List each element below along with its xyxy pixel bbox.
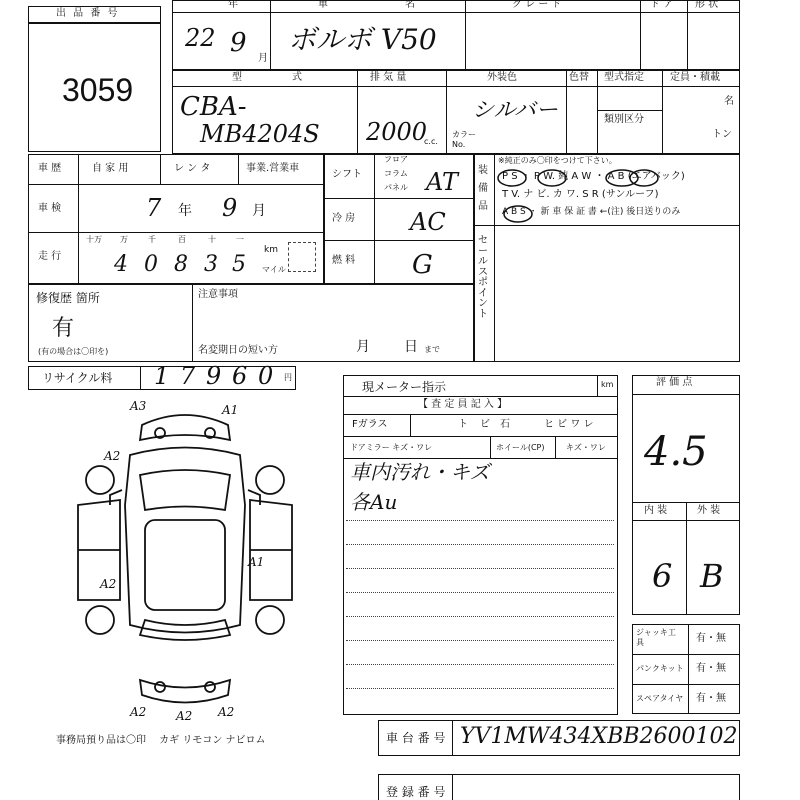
- damage-mark-4: A1: [248, 555, 265, 569]
- year-hw: 22: [185, 24, 216, 52]
- shift-opt-panel[interactable]: パネル: [384, 183, 408, 192]
- recycle-digit-4: 6: [232, 362, 248, 390]
- mileage-place-10: 十: [208, 235, 216, 244]
- repair-until-label: まで: [424, 345, 440, 354]
- displacement-label: 排 気 量: [370, 72, 407, 83]
- mileage-place-1: 一: [236, 235, 244, 244]
- accessory-value-3[interactable]: 有・無: [696, 693, 726, 704]
- caution-label: 注意事項: [198, 289, 238, 300]
- mileage-place-100k: 十万: [86, 235, 102, 244]
- sales-point-label: セールスポイント: [478, 235, 488, 320]
- glass-opt-2: ビ: [480, 419, 490, 430]
- ac-hw: AC: [410, 208, 446, 236]
- recycle-digit-1: 1: [154, 362, 170, 390]
- mileage-digit-10k: 4: [114, 252, 128, 277]
- recycle-unit: 円: [284, 373, 292, 382]
- fuel-hw: G: [412, 250, 433, 280]
- mileage-digit-100: 8: [174, 252, 188, 277]
- mile-checkbox[interactable]: [288, 242, 316, 272]
- repair-note: (有の場合は〇印を): [38, 347, 109, 356]
- interior-hw: 6: [652, 557, 673, 595]
- equipment-line2: T V. ナ ビ. カ ワ. S R (サンルーフ): [502, 189, 659, 200]
- doors-col-label: ド ア: [650, 0, 674, 10]
- color-label: 外装色: [487, 72, 517, 83]
- model-hw-1: CBA-: [180, 92, 247, 122]
- shift-hw: AT: [426, 168, 459, 196]
- interior-label: 内 装: [644, 505, 668, 516]
- rating-label: 評 価 点: [656, 377, 693, 388]
- shift-opt-column[interactable]: コラム: [384, 169, 408, 178]
- category-label: 類別区分: [604, 114, 644, 125]
- exterior-hw: B: [700, 557, 724, 595]
- equipment-note: ※純正のみ〇印をつけて下さい。: [498, 156, 617, 165]
- shift-opt-floor[interactable]: フロア: [384, 155, 408, 164]
- damage-mark-1: A3: [130, 399, 147, 413]
- accessory-value-1[interactable]: 有・無: [696, 633, 726, 644]
- chassis-hw: YV1MW434XBB2600102: [460, 724, 738, 749]
- recycle-label: リサイクル料: [42, 371, 113, 385]
- history-label: 車 歴: [38, 163, 62, 174]
- accessory-label-1: ジャッキ工 具: [636, 628, 676, 648]
- accessory-value-2[interactable]: 有・無: [696, 663, 726, 674]
- repair-value: 有: [52, 316, 75, 341]
- shaken-year-unit: 年: [178, 203, 192, 219]
- shaken-month-unit: 月: [252, 203, 266, 219]
- mileage-place-100: 百: [178, 235, 186, 244]
- equipment-label: 装 備 品: [478, 165, 488, 212]
- equipment-line3: A B S ・ 新 車 保 証 書 ←(注) 後日送りのみ: [502, 207, 681, 217]
- repair-month-label: 月: [356, 339, 370, 355]
- accessory-label-3: スペアタイヤ: [636, 694, 684, 703]
- model-label-a: 型: [232, 72, 242, 83]
- recycle-digit-5: 0: [258, 362, 274, 390]
- cc-unit: c.c.: [424, 137, 438, 146]
- history-opt-rental[interactable]: レ ン タ: [174, 163, 211, 174]
- lot-label: 出 品 番 号: [56, 8, 120, 19]
- glass-opt-3: 石: [500, 419, 510, 430]
- short-period-label: 名変期日の短い方: [198, 345, 278, 356]
- equipment-circles: [494, 154, 740, 226]
- displacement-hw: 2000: [366, 118, 428, 146]
- damage-mark-2: A1: [222, 403, 239, 417]
- ac-label: 冷 房: [332, 213, 356, 224]
- color-no-label: カラー No.: [452, 130, 476, 149]
- color-change-label: 色替: [569, 72, 589, 83]
- glass-opt-4: ヒ ビ ワ レ: [544, 419, 594, 430]
- car-name-hw: ボルボ V50: [288, 23, 437, 56]
- year-col-label: 年: [228, 0, 238, 10]
- shape-col-label: 形 状: [695, 0, 719, 10]
- mirror-label: ドアミラー キズ・ワレ: [350, 443, 433, 452]
- shaken-label: 車 検: [38, 203, 62, 214]
- damage-mark-6: A2: [130, 705, 147, 719]
- repair-label: 修復歴 箇所: [36, 291, 100, 305]
- glass-opt-1: ト: [458, 419, 468, 430]
- carname-col-a: 車: [318, 0, 328, 10]
- capacity-unit-a: 名: [724, 96, 734, 107]
- shift-label: シフト: [332, 169, 362, 180]
- meter-unit: km: [601, 380, 614, 389]
- color-hw: シルバー: [472, 98, 558, 123]
- damage-mark-5: A2: [100, 577, 117, 591]
- equipment-line1: P S ・ P W. 純 A W ・ A B (エアバック): [502, 171, 685, 182]
- mileage-digit-1: 5: [232, 252, 246, 277]
- exterior-label: 外 装: [697, 505, 721, 516]
- note-hw-1: 車内汚れ・キズ: [350, 460, 490, 484]
- accessory-label-2: パンクキット: [636, 664, 684, 673]
- diagram-footer: 事務局預り品は〇印 カギ リモコン ナビロム: [56, 735, 266, 746]
- damage-mark-7: A2: [176, 709, 193, 723]
- fuel-label: 燃 料: [332, 255, 356, 266]
- glass-label: Fガラス: [352, 419, 388, 430]
- mileage-place-1k: 千: [148, 235, 156, 244]
- history-opt-private[interactable]: 自 家 用: [92, 163, 129, 174]
- recycle-digit-3: 9: [206, 362, 222, 390]
- grade-col-label: グ レ ー ド: [512, 0, 562, 10]
- mileage-digit-10: 3: [204, 252, 218, 277]
- meter-label: 現メーター指示: [362, 380, 447, 394]
- shaken-month-hw: 9: [222, 194, 238, 222]
- carname-col-b: 名: [405, 0, 415, 10]
- capacity-unit-b: トン: [712, 129, 732, 140]
- month-hw: 9: [230, 28, 247, 58]
- repair-day-label: 日: [404, 339, 418, 355]
- km-label: km: [264, 245, 278, 255]
- model-label-b: 式: [292, 72, 302, 83]
- capacity-label: 定員・積載: [670, 72, 720, 83]
- damage-mark-8: A2: [218, 705, 235, 719]
- car-diagram: [60, 395, 310, 725]
- mile-label: マイル: [262, 265, 286, 274]
- mileage-digit-1k: 0: [144, 252, 158, 277]
- history-opt-commercial[interactable]: 事業.営業車: [246, 163, 300, 174]
- damage-mark-3: A2: [104, 449, 121, 463]
- inspector-section-label: 【 査 定 員 記 入 】: [418, 399, 508, 410]
- note-hw-2: 各Au: [350, 490, 398, 514]
- lot-number: 3059: [62, 72, 134, 108]
- registration-label: 登 録 番 号: [386, 785, 446, 799]
- wheel-label: ホイール(CP): [496, 443, 545, 452]
- rating-score-hw: 4.5: [644, 429, 708, 475]
- wheel-damage-label: キズ・ワレ: [566, 443, 606, 452]
- month-unit: 月: [258, 53, 268, 64]
- shaken-year-hw: 7: [146, 194, 162, 222]
- mileage-label: 走 行: [38, 251, 62, 262]
- mileage-place-10k: 万: [120, 235, 128, 244]
- chassis-label: 車 台 番 号: [386, 731, 446, 745]
- recycle-digit-2: 7: [180, 362, 196, 390]
- model-hw-2: MB4204S: [200, 120, 320, 148]
- type-designation-label: 型式指定: [604, 72, 644, 83]
